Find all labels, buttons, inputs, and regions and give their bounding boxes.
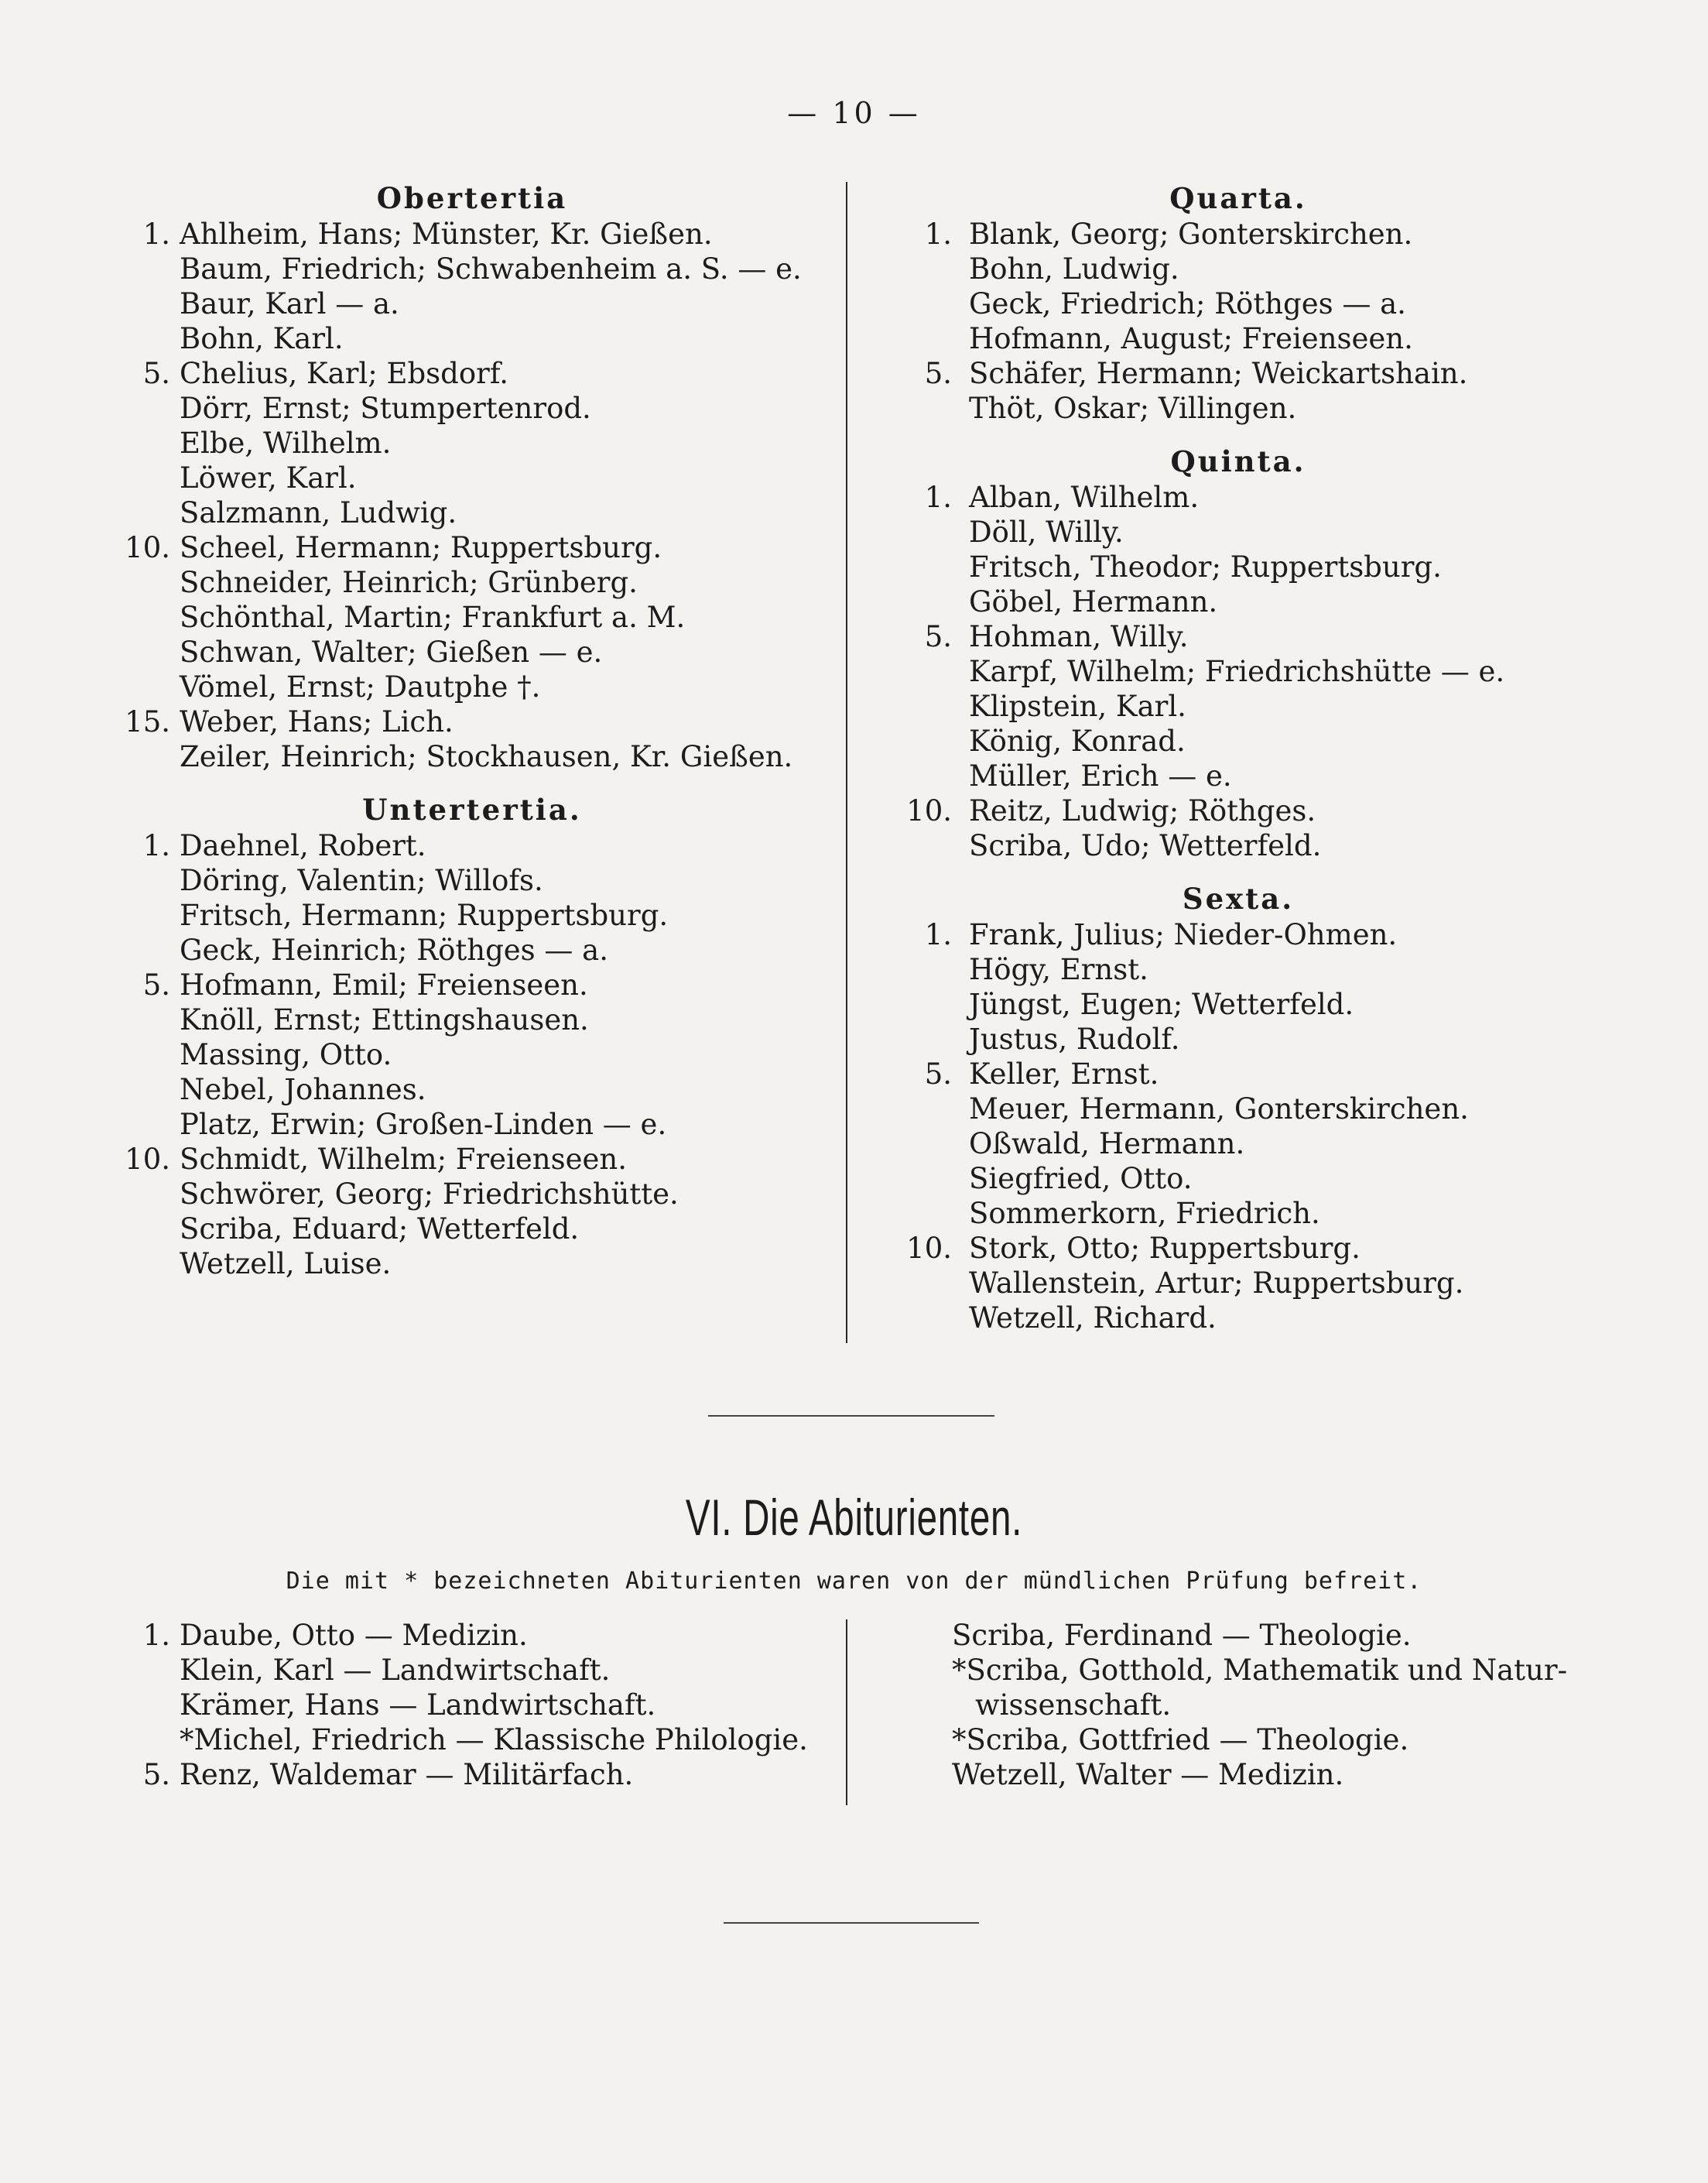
- item-number: 1.: [142, 829, 170, 862]
- item-number: 1.: [142, 1619, 170, 1652]
- item-text: Oßwald, Hermann.: [969, 1127, 1245, 1160]
- item-number: 1.: [924, 481, 952, 514]
- item-number: 5.: [924, 1057, 952, 1091]
- item-text: Zeiler, Heinrich; Stockhausen, Kr. Gießen.: [180, 740, 793, 773]
- list-item: [116, 863, 828, 898]
- section-heading-quinta: Quinta.: [1170, 444, 1306, 478]
- list-item: [890, 515, 1586, 550]
- item-text: Daube, Otto — Medizin.: [180, 1619, 528, 1652]
- list-item: [952, 1757, 1586, 1792]
- item-text: Wetzell, Richard.: [969, 1301, 1217, 1335]
- item-text: Scheel, Hermann; Ruppertsburg.: [180, 531, 662, 564]
- item-text: Alban, Wilhelm.: [969, 481, 1200, 514]
- list-item: [116, 1177, 828, 1211]
- item-text: Högy, Ernst.: [969, 953, 1148, 986]
- list-item: [116, 356, 828, 391]
- list-item: [890, 1266, 1586, 1301]
- list-item: [890, 480, 1586, 515]
- item-text: Klein, Karl — Landwirtschaft.: [180, 1654, 611, 1687]
- list-item: [116, 495, 828, 530]
- item-text: Bohn, Ludwig.: [969, 252, 1179, 286]
- item-text: Chelius, Karl; Ebsdorf.: [180, 357, 508, 390]
- list-item: [890, 1161, 1586, 1196]
- section-heading-sexta: Sexta.: [1182, 882, 1295, 916]
- item-text: Baur, Karl — a.: [180, 287, 399, 320]
- item-text: Fritsch, Hermann; Ruppertsburg.: [180, 899, 669, 932]
- section-rule: [708, 1415, 994, 1417]
- list-item: [952, 1722, 1586, 1757]
- item-number: 1.: [924, 918, 952, 951]
- abiturienten-left-list: [116, 1618, 844, 1792]
- item-text: Löwer, Karl.: [180, 461, 357, 495]
- item-text: Sommerkorn, Friedrich.: [969, 1197, 1320, 1230]
- column-divider: [846, 182, 847, 1343]
- list-item: [890, 724, 1586, 759]
- item-text: Massing, Otto.: [180, 1038, 392, 1071]
- quarta-list: [890, 217, 1586, 426]
- list-item: [952, 1688, 1586, 1722]
- item-number: 15.: [125, 705, 170, 739]
- item-text: Weber, Hans; Lich.: [180, 705, 454, 739]
- item-text: Göbel, Hermann.: [969, 585, 1218, 619]
- item-text: Blank, Georg; Gonterskirchen.: [969, 218, 1413, 251]
- list-item: [116, 739, 828, 774]
- item-text: Döll, Willy.: [969, 516, 1124, 549]
- item-text: Elbe, Wilhelm.: [180, 427, 392, 460]
- list-item: [116, 670, 828, 704]
- list-item: [890, 217, 1586, 252]
- item-number: 1.: [924, 218, 952, 251]
- item-text: Döring, Valentin; Willofs.: [180, 864, 543, 897]
- list-item: [116, 1722, 844, 1757]
- item-text: Ahlheim, Hans; Münster, Kr. Gießen.: [180, 218, 713, 251]
- page-number: — 10 —: [787, 96, 921, 130]
- list-item: [116, 1246, 828, 1281]
- list-item: [116, 1688, 844, 1722]
- list-item: [116, 530, 828, 565]
- list-item: [890, 689, 1586, 724]
- item-text: *Scriba, Gottfried — Theologie.: [952, 1723, 1409, 1756]
- item-number: 5.: [924, 620, 952, 653]
- item-text: Krämer, Hans — Landwirtschaft.: [180, 1688, 656, 1722]
- abiturienten-title: VI. Die Abiturienten.: [685, 1489, 1023, 1546]
- list-item: [116, 1002, 828, 1037]
- item-text: Thöt, Oskar; Villingen.: [969, 392, 1297, 425]
- item-text: Scriba, Udo; Wetterfeld.: [969, 829, 1322, 862]
- item-text: Schäfer, Hermann; Weickartshain.: [969, 357, 1468, 390]
- section-heading-obertertia: Obertertia: [376, 181, 568, 215]
- item-text: Hohman, Willy.: [969, 620, 1189, 653]
- item-text: Keller, Ernst.: [969, 1057, 1159, 1091]
- item-text: Klipstein, Karl.: [969, 690, 1186, 723]
- abiturienten-right-list: [952, 1618, 1586, 1792]
- item-text: Hofmann, Emil; Freienseen.: [180, 968, 588, 1002]
- list-item: [890, 619, 1586, 654]
- list-item: [116, 565, 828, 600]
- list-item: [890, 1057, 1586, 1092]
- item-number: 5.: [142, 968, 170, 1002]
- list-item: [890, 987, 1586, 1022]
- item-text: Wetzell, Walter — Medizin.: [952, 1758, 1344, 1791]
- list-item: [116, 461, 828, 495]
- item-number: 10.: [125, 1143, 170, 1176]
- list-item: [116, 217, 828, 252]
- item-text: Geck, Heinrich; Röthges — a.: [180, 934, 608, 967]
- list-item: [890, 286, 1586, 321]
- section-heading-quarta: Quarta.: [1169, 181, 1307, 215]
- item-number: 5.: [142, 1758, 170, 1791]
- list-item: [116, 635, 828, 670]
- item-text: Daehnel, Robert.: [180, 829, 426, 862]
- item-text: Scriba, Ferdinand — Theologie.: [952, 1619, 1412, 1652]
- item-text: Wallenstein, Artur; Ruppertsburg.: [969, 1266, 1464, 1300]
- section-heading-untertertia: Untertertia.: [362, 793, 582, 827]
- list-item: [116, 426, 828, 461]
- item-text: König, Konrad.: [969, 725, 1186, 758]
- list-item: [890, 917, 1586, 952]
- item-number: 10.: [906, 1232, 952, 1265]
- list-item: [116, 1618, 844, 1653]
- item-text: Schwörer, Georg; Friedrichshütte.: [180, 1177, 679, 1211]
- item-text: Hofmann, August; Freienseen.: [969, 322, 1413, 355]
- untertertia-list: [116, 828, 828, 1281]
- list-item: [890, 321, 1586, 356]
- item-text: Renz, Waldemar — Militärfach.: [180, 1758, 634, 1791]
- item-text: Wetzell, Luise.: [180, 1247, 392, 1280]
- item-text: Müller, Erich — e.: [969, 759, 1232, 793]
- list-item: [116, 252, 828, 286]
- item-text: Frank, Julius; Nieder-Ohmen.: [969, 918, 1398, 951]
- item-text: Salzmann, Ludwig.: [180, 496, 457, 529]
- item-text: Schwan, Walter; Gießen — e.: [180, 636, 603, 669]
- sexta-list: [890, 917, 1586, 1335]
- item-text: Geck, Friedrich; Röthges — a.: [969, 287, 1406, 320]
- item-number: 10.: [125, 531, 170, 564]
- list-item: [890, 793, 1586, 828]
- list-item: [116, 898, 828, 933]
- item-text: Fritsch, Theodor; Ruppertsburg.: [969, 550, 1442, 584]
- list-item: [116, 286, 828, 321]
- list-item: [116, 1211, 828, 1246]
- item-text: Platz, Erwin; Großen-Linden — e.: [180, 1108, 667, 1141]
- list-item: [116, 1653, 844, 1688]
- item-text: Meuer, Hermann, Gonterskirchen.: [969, 1092, 1469, 1126]
- item-text: Nebel, Johannes.: [180, 1073, 426, 1106]
- item-text: *Michel, Friedrich — Klassische Philologie.: [180, 1723, 808, 1756]
- list-item: [890, 1196, 1586, 1231]
- list-item: [890, 584, 1586, 619]
- list-item: [116, 321, 828, 356]
- list-item: [116, 1142, 828, 1177]
- list-item: [116, 600, 828, 635]
- obertertia-list: [116, 217, 828, 774]
- left-column: [116, 180, 828, 1281]
- end-rule: [724, 1922, 979, 1924]
- item-number: 5.: [924, 357, 952, 390]
- list-item: [952, 1653, 1586, 1688]
- list-item: [116, 391, 828, 426]
- spacer: [890, 863, 1586, 880]
- list-item: [890, 252, 1586, 286]
- list-item: [890, 550, 1586, 584]
- item-text: wissenschaft.: [975, 1688, 1172, 1722]
- item-text: Baum, Friedrich; Schwabenheim a. S. — e.: [180, 252, 802, 286]
- list-item: [890, 828, 1586, 863]
- item-text: Vömel, Ernst; Dautphe †.: [180, 670, 541, 704]
- item-number: 1.: [142, 218, 170, 251]
- list-item: [116, 1072, 828, 1107]
- item-text: Schönthal, Martin; Frankfurt a. M.: [180, 601, 686, 634]
- item-text: Reitz, Ludwig; Röthges.: [969, 794, 1316, 828]
- item-text: Schneider, Heinrich; Grünberg.: [180, 566, 638, 599]
- list-item: [116, 1757, 844, 1792]
- list-item: [890, 1231, 1586, 1266]
- spacer: [116, 774, 828, 791]
- list-item: [890, 391, 1586, 426]
- spacer: [890, 426, 1586, 443]
- abiturienten-note: Die mit * bezeichneten Abiturienten waren von der mündlichen Prüfung befreit.: [286, 1568, 1422, 1595]
- item-number: 5.: [142, 357, 170, 390]
- list-item: [890, 1092, 1586, 1126]
- item-text: Scriba, Eduard; Wetterfeld.: [180, 1212, 580, 1246]
- item-text: Bohn, Karl.: [180, 322, 344, 355]
- list-item: [116, 933, 828, 968]
- item-text: Stork, Otto; Ruppertsburg.: [969, 1232, 1361, 1265]
- list-item: [116, 828, 828, 863]
- item-text: Knöll, Ernst; Ettingshausen.: [180, 1003, 589, 1037]
- list-item: [890, 1301, 1586, 1335]
- list-item: [116, 704, 828, 739]
- quinta-list: [890, 480, 1586, 863]
- list-item: [890, 654, 1586, 689]
- right-column: [890, 180, 1586, 1335]
- item-text: Dörr, Ernst; Stumpertenrod.: [180, 392, 591, 425]
- item-text: Karpf, Wilhelm; Friedrichshütte — e.: [969, 655, 1505, 688]
- item-text: Jüngst, Eugen; Wetterfeld.: [969, 988, 1354, 1021]
- item-number: 10.: [906, 794, 952, 828]
- list-item: [116, 1037, 828, 1072]
- list-item: [890, 759, 1586, 793]
- list-item: [890, 356, 1586, 391]
- item-text: Siegfried, Otto.: [969, 1162, 1193, 1195]
- list-item: [116, 1107, 828, 1142]
- list-item: [116, 968, 828, 1002]
- list-item: [952, 1618, 1586, 1653]
- column-divider: [846, 1619, 847, 1805]
- item-text: *Scriba, Gotthold, Mathematik und Natur-: [952, 1654, 1568, 1687]
- list-item: [890, 952, 1586, 987]
- list-item: [890, 1126, 1586, 1161]
- list-item: [890, 1022, 1586, 1057]
- item-text: Justus, Rudolf.: [969, 1023, 1180, 1056]
- item-text: Schmidt, Wilhelm; Freienseen.: [180, 1143, 627, 1176]
